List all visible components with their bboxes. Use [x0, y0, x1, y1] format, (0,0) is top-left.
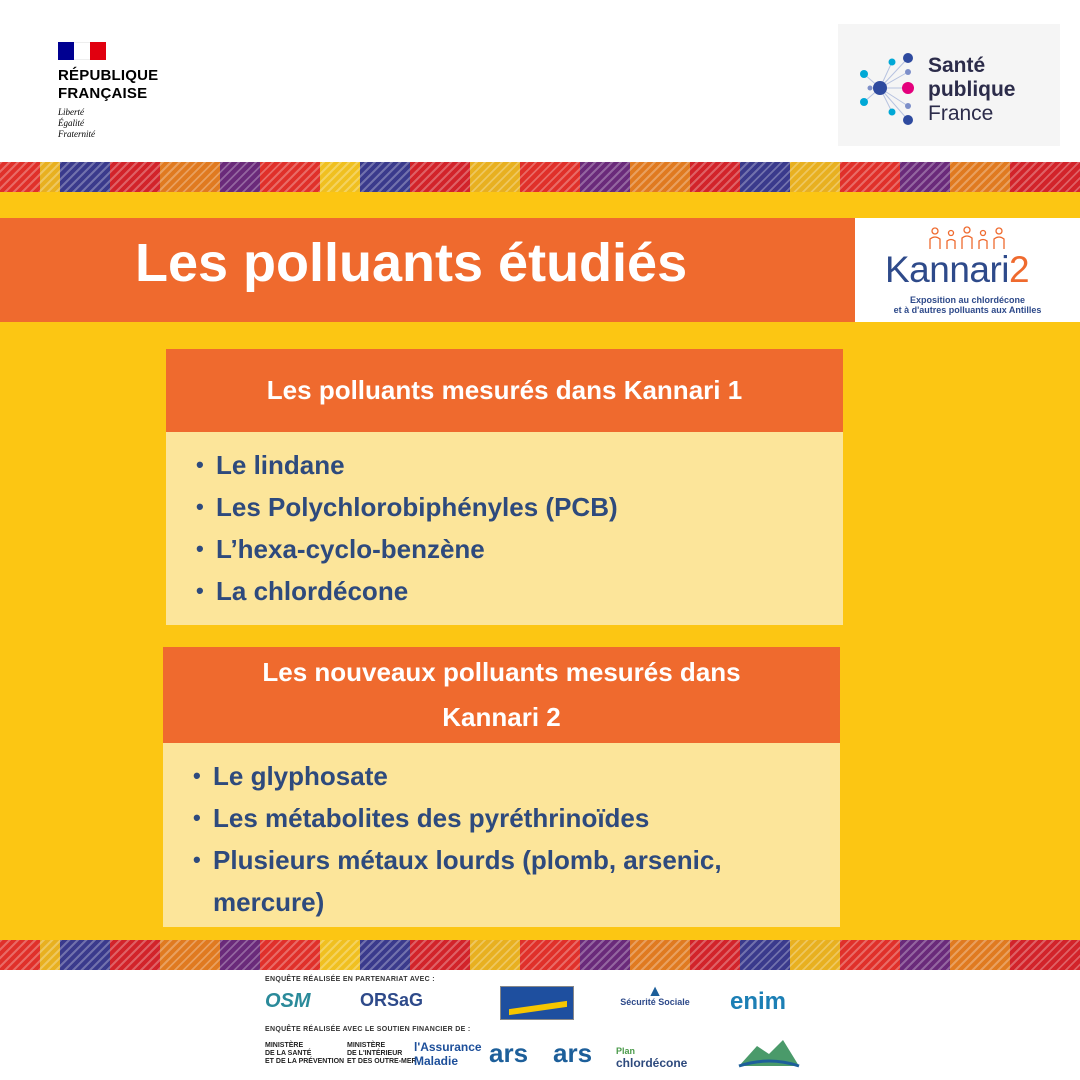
- kannari-subtitle: Exposition au chlordécone et à d'autres polluants aux Antilles: [893, 295, 1042, 315]
- sante-publique-text: Santé publique France: [928, 54, 1016, 125]
- ministere-interieur-logo: MINISTÈRE DE L'INTÉRIEUR ET DES OUTRE-MER: [347, 1042, 417, 1065]
- box2-list: [193, 755, 840, 923]
- securite-sociale-logo: ▲ Sécurité Sociale: [620, 983, 690, 1007]
- box1-list: [196, 444, 843, 612]
- partners-label: ENQUÊTE RÉALISÉE EN PARTENARIAT AVEC :: [265, 976, 435, 983]
- madras-strip-bottom: [0, 940, 1080, 970]
- list-item: • Le lindane: [196, 444, 843, 486]
- ars-logo: ars: [489, 1038, 529, 1068]
- header: [0, 0, 1080, 160]
- list-item: • La chlordécone: [196, 570, 843, 612]
- french-flag-icon: [58, 42, 106, 60]
- caisse-securite-sociale-logo: [500, 986, 574, 1020]
- orsag-logo: ORSaG: [360, 990, 424, 1010]
- assurance-maladie-logo: l'Assurance Maladie: [414, 1040, 482, 1068]
- funding-label: ENQUÊTE RÉALISÉE AVEC LE SOUTIEN FINANCIER DE :: [265, 1026, 471, 1033]
- page-title: Les polluants étudiés: [135, 233, 688, 293]
- republique-motto: Liberté Égalité Fraternité: [58, 107, 95, 139]
- list-item: • Plusieurs métaux lourds (plomb, arsenic, mercure): [193, 839, 840, 923]
- list-item: • Le glyphosate: [193, 755, 840, 797]
- conseil-departemental-logo: [737, 1036, 801, 1070]
- madras-strip-top: [0, 162, 1080, 192]
- box2-header: Les nouveaux polluants mesurés dans Kannari 2: [163, 647, 840, 743]
- osm-logo: OSM: [265, 990, 311, 1012]
- footer-partners: [0, 970, 1080, 1080]
- list-item: • Les Polychlorobiphényles (PCB): [196, 486, 843, 528]
- sante-publique-france-logo: [838, 24, 1060, 146]
- list-item: • L’hexa-cyclo-benzène: [196, 528, 843, 570]
- plan-chlordecone-logo: Plan chlordécone: [616, 1046, 688, 1070]
- kannari-name: Kannari2: [885, 249, 1030, 290]
- molecule-icon: [856, 40, 922, 130]
- republique-francaise-logo: [58, 42, 208, 140]
- list-item: • Les métabolites des pyréthrinoïdes: [193, 797, 840, 839]
- ministere-sante-logo: MINISTÈRE DE LA SANTÉ ET DE LA PRÉVENTION: [265, 1042, 345, 1065]
- republique-title: RÉPUBLIQUE FRANÇAISE: [58, 67, 159, 102]
- box1-header: Les polluants mesurés dans Kannari 1: [166, 349, 843, 432]
- family-icon: [927, 226, 1007, 250]
- kannari2-logo: [855, 218, 1080, 322]
- box2-body: [163, 743, 840, 927]
- ars-logo: ars: [553, 1038, 593, 1068]
- enim-logo: enim: [730, 988, 787, 1015]
- box1-body: [166, 432, 843, 625]
